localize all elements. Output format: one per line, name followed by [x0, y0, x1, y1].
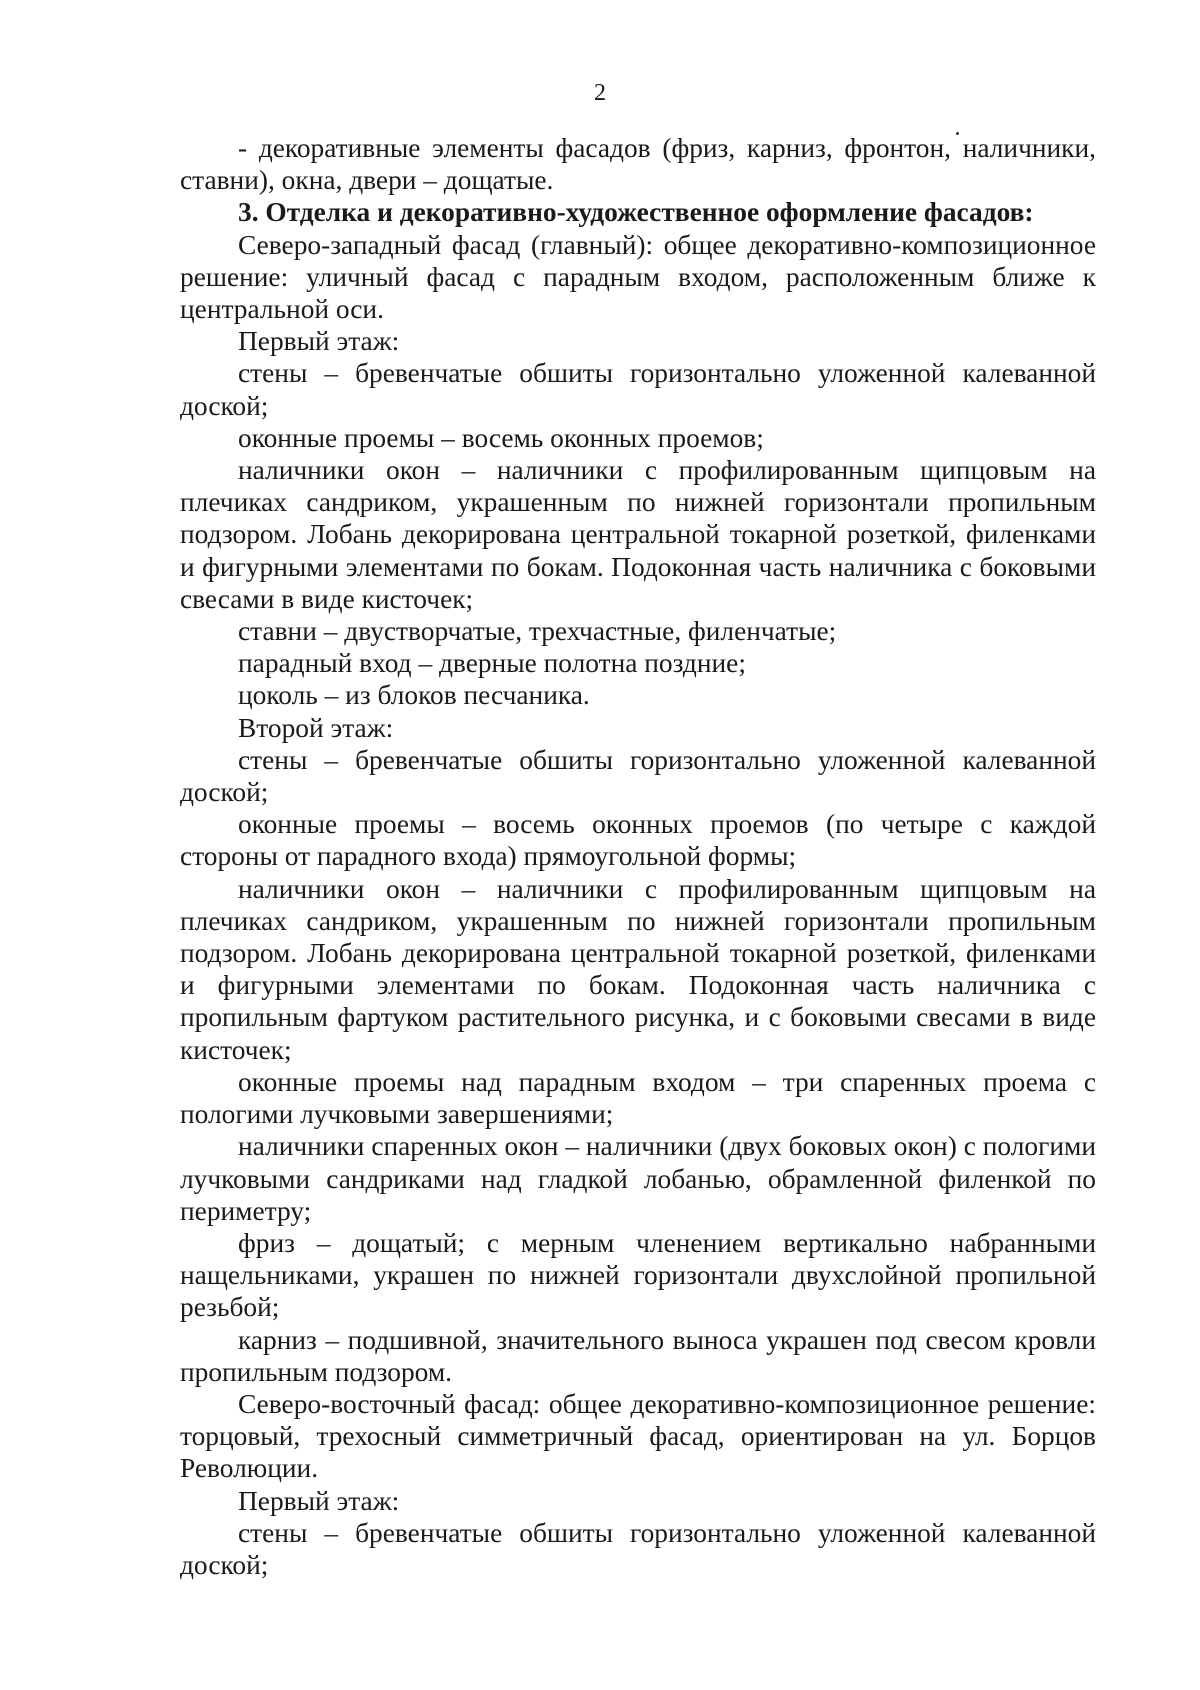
paragraph-openings-above-entrance: оконные проемы над парадным входом – три спаренных проема с пологими лучковыми завершениями;: [180, 1066, 1096, 1130]
paragraph-walls-2: стены – бревенчатые обшиты горизонтально уложенной калеванной доской;: [180, 744, 1096, 808]
page-number: 2: [594, 80, 606, 106]
paragraph-paired-casings: наличники спаренных окон – наличники (двух боковых окон) с пологими лучковыми сандриками над гладкой лобанью, обрамленной филенкой по периметру;: [180, 1131, 1096, 1226]
paragraph-decorative-elements: - декоративные элементы фасадов (фриз, карниз, фронтон, наличники, ставни), окна, двери – дощатые.: [180, 133, 1096, 196]
paragraph-first-floor-label-2: Первый этаж:: [238, 1485, 400, 1516]
paragraph-nw-facade: Северо-западный фасад (главный): общее декоративно-композиционное решение: уличный фасад с парадным входом, расположенным ближе к центральной оси.: [180, 229, 1096, 325]
paragraph-plinth: цоколь – из блоков песчаника.: [238, 680, 590, 711]
section-heading: 3. Отделка и декоративно-художественное оформление фасадов:: [238, 197, 1034, 228]
paragraph-window-casings-2: наличники окон – наличники с профилированным щипцовым на плечиках сандриком, украшенным по нижней горизонтали пропильным подзором. Лобань декорирована центральной токарной розеткой, филенками и фигурными элементами по бокам. Подоконная часть наличника с пропильным фартуком растительного рисунка, и с боковыми свесами в виде кисточек;: [180, 873, 1096, 1065]
paragraph-ne-facade: Северо-восточный фасад: общее декоративно-композиционное решение: торцовый, трехосный симметричный фасад, ориентирован на ул. Борцов Революции.: [180, 1388, 1096, 1484]
paragraph-frieze: фриз – дощатый; с мерным членением вертикально набранными нащельниками, украшен по нижней горизонтали двухслойной пропильной резьбой;: [180, 1227, 1096, 1323]
paragraph-second-floor-label: Второй этаж:: [238, 712, 394, 743]
paragraph-shutters: ставни – двустворчатые, трехчастные, филенчатые;: [238, 616, 837, 647]
paragraph-main-entrance: парадный вход – дверные полотна поздние;: [238, 648, 746, 679]
paragraph-walls-3: стены – бревенчатые обшиты горизонтально уложенной калеванной доской;: [180, 1517, 1096, 1580]
document-body: [180, 132, 1096, 1581]
paragraph-window-casings: наличники окон – наличники с профилированным щипцовым на плечиках сандриком, украшенным по нижней горизонтали пропильным подзором. Лобань декорирована центральной токарной розеткой, филенками и фигурными элементами по бокам. Подоконная часть наличника с боковыми свесами в виде кисточек;: [180, 455, 1096, 614]
paragraph-cornice: карниз – подшивной, значительного выноса украшен под свесом кровли пропильным подзором.: [180, 1324, 1096, 1387]
paragraph-first-floor-label: Первый этаж:: [238, 326, 400, 357]
paragraph-walls: стены – бревенчатые обшиты горизонтально уложенной калеванной доской;: [180, 358, 1096, 421]
paragraph-window-openings-2: оконные проемы – восемь оконных проемов (по четыре с каждой стороны от парадного входа) прямоугольной формы;: [180, 809, 1096, 872]
paragraph-window-openings: оконные проемы – восемь оконных проемов;: [238, 422, 764, 453]
